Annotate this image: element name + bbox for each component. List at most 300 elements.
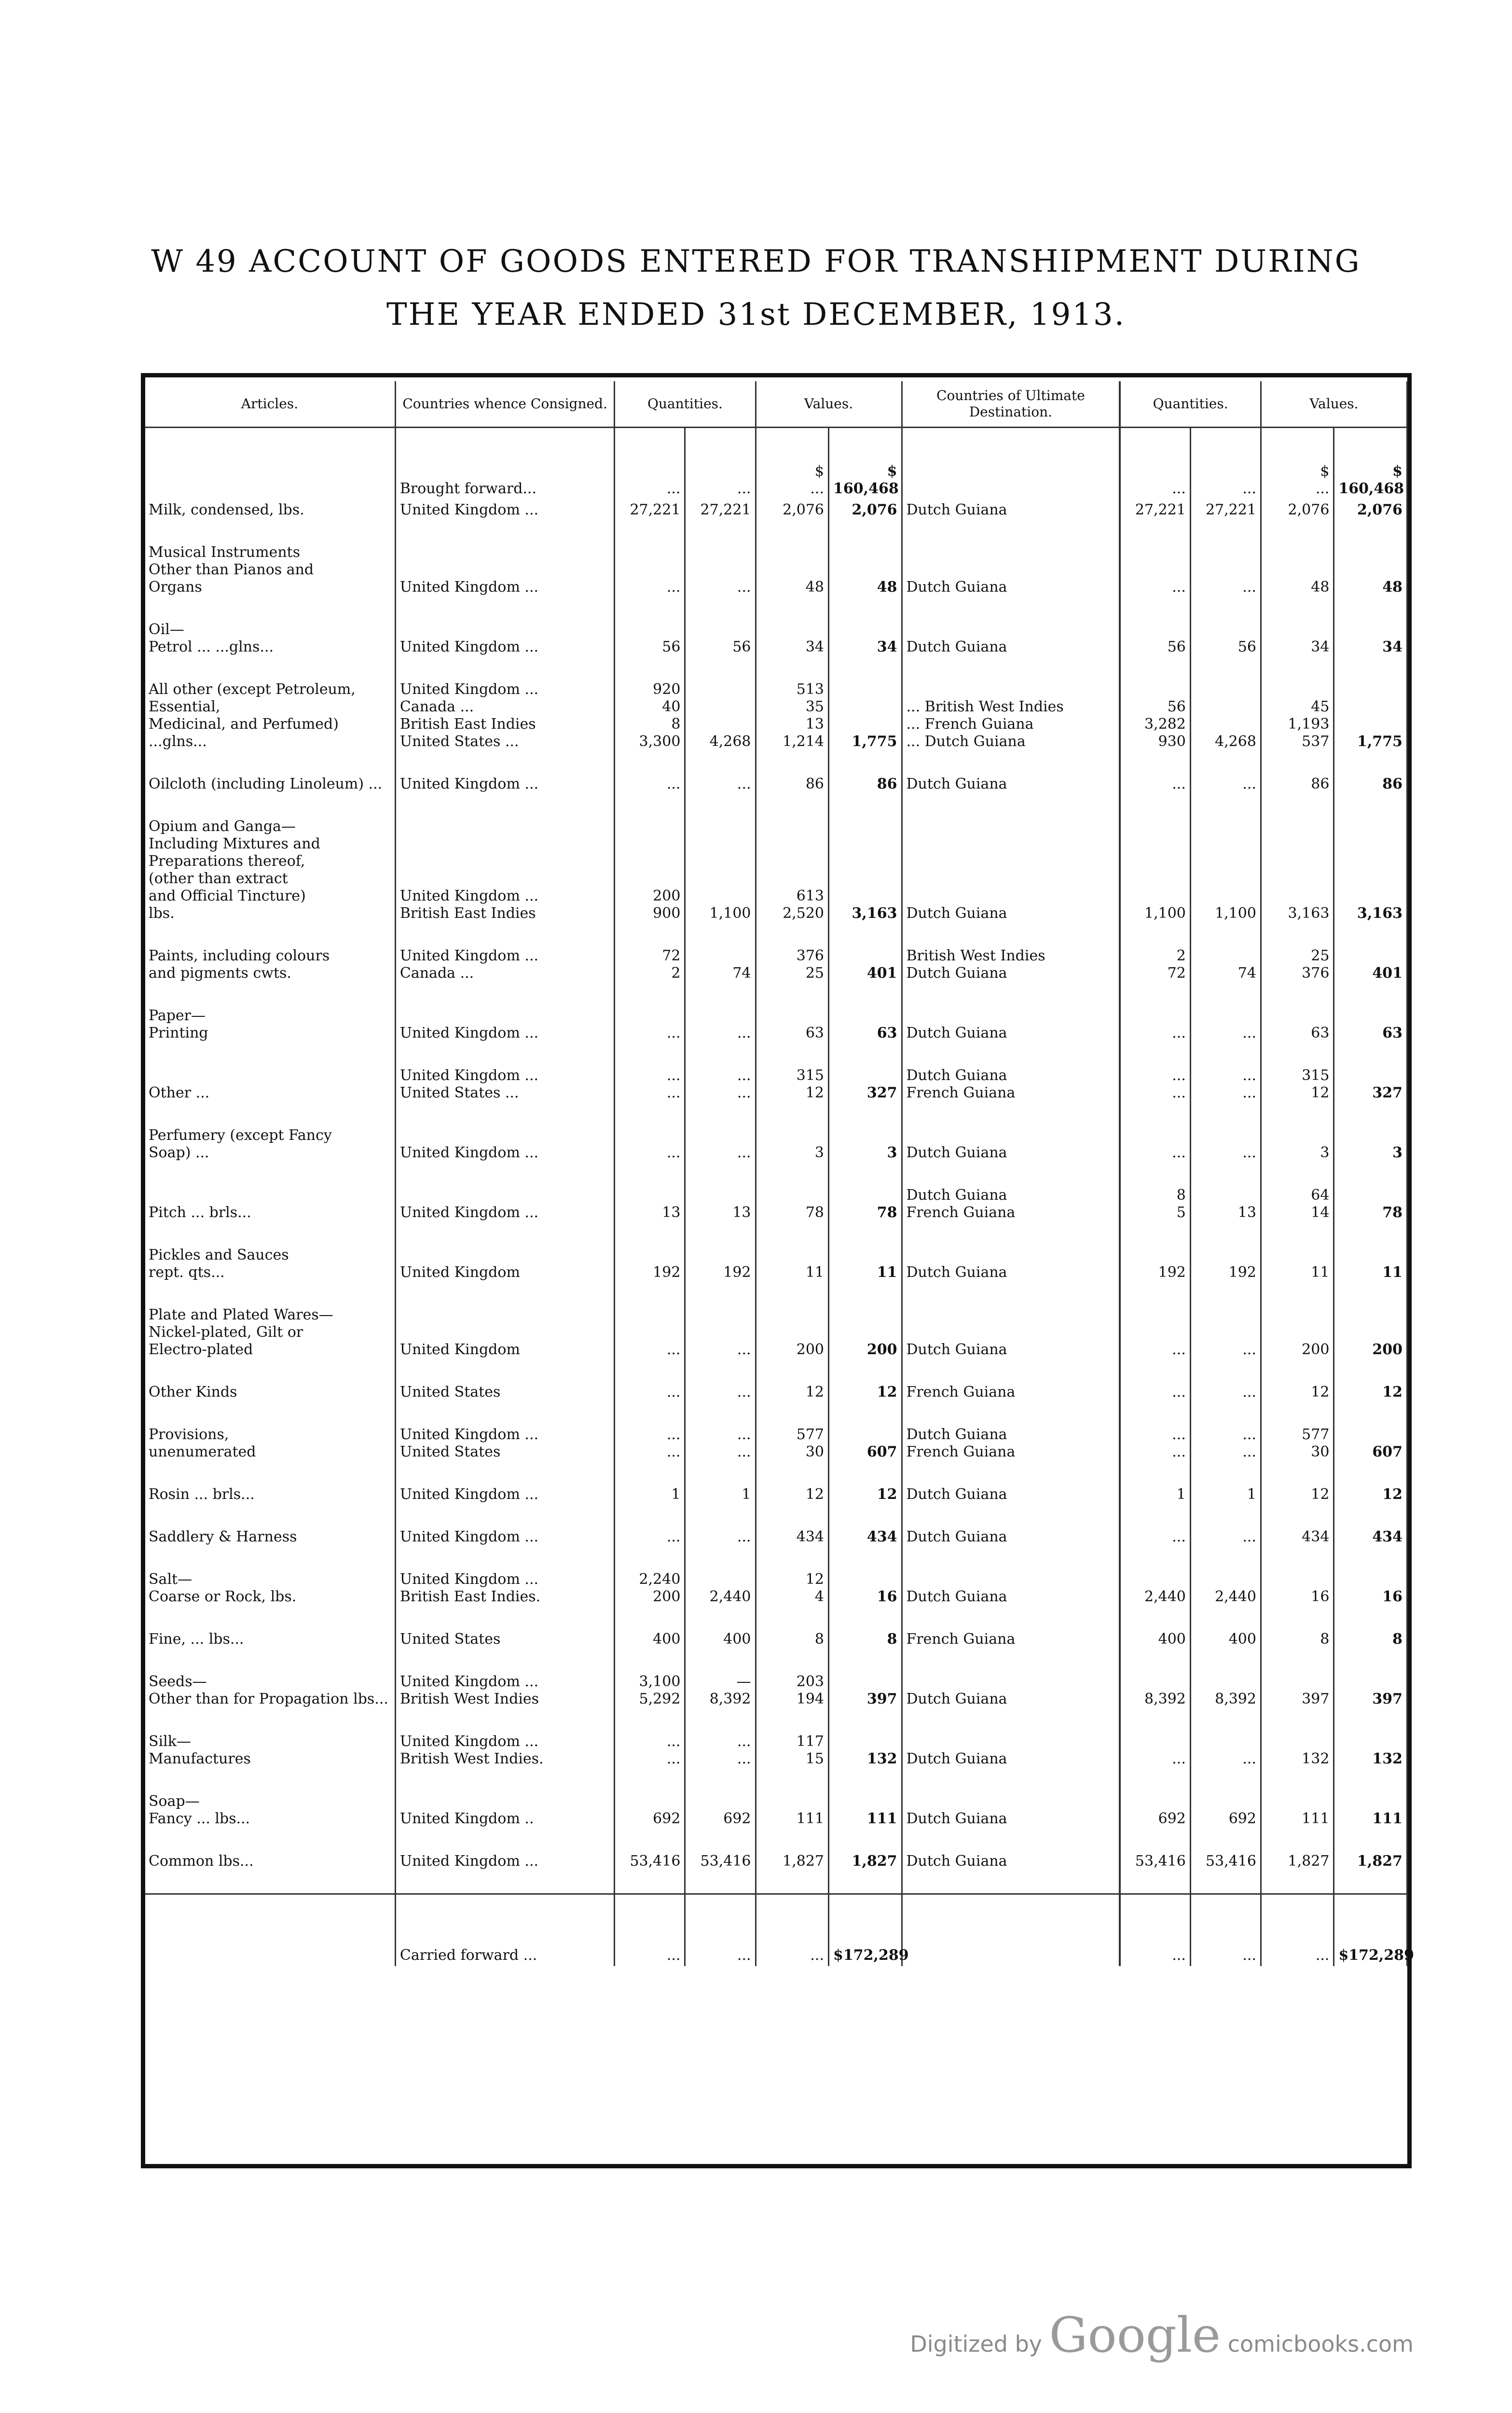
- spacer-cell: [1120, 658, 1190, 679]
- spacer-cell: [1261, 1463, 1333, 1484]
- cell-country: United Kingdom ... United States ...: [395, 1065, 614, 1104]
- cell-q2: ...: [685, 428, 756, 500]
- cell-dv1: 397: [1261, 1671, 1333, 1710]
- cell-dest: Dutch Guiana: [902, 499, 1120, 521]
- cell-dv2: $172,289: [1334, 1894, 1407, 1967]
- spacer-cell: [1120, 1872, 1190, 1894]
- cell-dq2: 2,440: [1190, 1569, 1261, 1608]
- spacer-cell: [395, 1463, 614, 1484]
- cell-q1: 27,221: [615, 499, 685, 521]
- cell-q2: ...: [685, 1125, 756, 1164]
- row-spacer: [145, 1548, 1407, 1569]
- spacer-cell: [829, 521, 902, 542]
- cell-q2: 2,440: [685, 1569, 756, 1608]
- spacer-cell: [829, 984, 902, 1005]
- spacer-cell: [615, 1872, 685, 1894]
- spacer-cell: [829, 1223, 902, 1245]
- cell-dq2: ...: [1190, 1731, 1261, 1770]
- spacer-cell: [1334, 984, 1407, 1005]
- cell-dq1: 27,221: [1120, 499, 1190, 521]
- spacer-cell: [395, 1104, 614, 1125]
- spacer-cell: [395, 1505, 614, 1526]
- cell-article: Salt— Coarse or Rock, lbs.: [145, 1569, 395, 1608]
- spacer-cell: [1261, 924, 1333, 945]
- cell-dq1: 1: [1120, 1484, 1190, 1505]
- cell-dq1: ...: [1120, 1731, 1190, 1770]
- cell-v1: 434: [756, 1526, 828, 1548]
- spacer-cell: [615, 1044, 685, 1065]
- spacer-cell: [395, 752, 614, 774]
- spacer-cell: [902, 1650, 1120, 1671]
- spacer-cell: [829, 1830, 902, 1851]
- cell-country: United Kingdom ...: [395, 499, 614, 521]
- cell-dv2: 401: [1334, 945, 1407, 984]
- spacer-cell: [756, 1283, 828, 1304]
- spacer-cell: [1334, 521, 1407, 542]
- spacer-cell: [1120, 1505, 1190, 1526]
- spacer-cell: [829, 1770, 902, 1791]
- spacer-cell: [615, 1403, 685, 1424]
- spacer-cell: [1120, 1283, 1190, 1304]
- table-row: [145, 945, 1407, 984]
- table-row: [145, 1382, 1407, 1403]
- spacer-cell: [685, 1223, 756, 1245]
- row-spacer: [145, 1360, 1407, 1382]
- header-values: Values.: [756, 381, 902, 428]
- cell-v1: 11: [756, 1245, 828, 1283]
- spacer-cell: [615, 658, 685, 679]
- cell-article: Provisions, unenumerated: [145, 1424, 395, 1463]
- cell-dq1: ...: [1120, 1382, 1190, 1403]
- spacer-cell: [1261, 1044, 1333, 1065]
- spacer-cell: [1190, 1608, 1261, 1629]
- cell-v1: $ ...: [756, 428, 828, 500]
- spacer-cell: [1190, 795, 1261, 816]
- spacer-cell: [756, 1104, 828, 1125]
- spacer-cell: [829, 1548, 902, 1569]
- spacer-cell: [902, 752, 1120, 774]
- cell-v1: 613 2,520: [756, 816, 828, 924]
- cell-dq2: ...: [1190, 1894, 1261, 1967]
- spacer-cell: [685, 984, 756, 1005]
- spacer-cell: [685, 1104, 756, 1125]
- row-spacer: [145, 1463, 1407, 1484]
- spacer-cell: [1334, 1770, 1407, 1791]
- spacer-cell: [395, 1608, 614, 1629]
- spacer-cell: [1190, 1830, 1261, 1851]
- cell-q1: ...: [615, 1005, 685, 1044]
- cell-dest: Dutch Guiana French Guiana: [902, 1065, 1120, 1104]
- table-row: [145, 1851, 1407, 1872]
- spacer-cell: [145, 1548, 395, 1569]
- header-quantities: Quantities.: [615, 381, 756, 428]
- spacer-cell: [829, 1403, 902, 1424]
- cell-dq1: ...: [1120, 542, 1190, 598]
- cell-dest: [902, 428, 1120, 500]
- cell-q1: 192: [615, 1245, 685, 1283]
- spacer-cell: [1261, 1608, 1333, 1629]
- cell-dv2: 16: [1334, 1569, 1407, 1608]
- spacer-cell: [1334, 1403, 1407, 1424]
- spacer-cell: [615, 1770, 685, 1791]
- cell-dv2: 3,163: [1334, 816, 1407, 924]
- row-spacer: [145, 1770, 1407, 1791]
- cell-v1: 12: [756, 1484, 828, 1505]
- cell-article: [145, 1894, 395, 1967]
- cell-dq1: 192: [1120, 1245, 1190, 1283]
- cell-q2: ...: [685, 1005, 756, 1044]
- cell-v2: 8: [829, 1629, 902, 1650]
- cell-country: United Kingdom ... United States: [395, 1424, 614, 1463]
- cell-q1: ...: [615, 1894, 685, 1967]
- spacer-cell: [685, 1403, 756, 1424]
- spacer-cell: [145, 1770, 395, 1791]
- spacer-cell: [1261, 1872, 1333, 1894]
- spacer-cell: [829, 1104, 902, 1125]
- cell-dq1: 1,100: [1120, 816, 1190, 924]
- spacer-cell: [756, 1223, 828, 1245]
- table-row: [145, 1731, 1407, 1770]
- cell-dest: Dutch Guiana: [902, 816, 1120, 924]
- cell-q2: ... ...: [685, 1424, 756, 1463]
- spacer-cell: [1334, 1608, 1407, 1629]
- spacer-cell: [829, 1164, 902, 1185]
- spacer-cell: [1190, 658, 1261, 679]
- cell-v2: 34: [829, 619, 902, 658]
- spacer-cell: [1190, 1463, 1261, 1484]
- cell-v2: $172,289: [829, 1894, 902, 1967]
- cell-v2: 397: [829, 1671, 902, 1710]
- cell-dest: Dutch Guiana: [902, 1245, 1120, 1283]
- cell-country: United Kingdom ..: [395, 1791, 614, 1830]
- spacer-cell: [902, 1403, 1120, 1424]
- cell-q2: ...: [685, 1526, 756, 1548]
- spacer-cell: [756, 1548, 828, 1569]
- spacer-cell: [685, 1044, 756, 1065]
- row-spacer: [145, 1608, 1407, 1629]
- cell-v2: $ 160,468: [829, 428, 902, 500]
- spacer-cell: [1120, 924, 1190, 945]
- cell-dv2: 1,827: [1334, 1851, 1407, 1872]
- table-row: [145, 542, 1407, 598]
- cell-country: United Kingdom ...: [395, 1005, 614, 1044]
- cell-dq1: ...: [1120, 774, 1190, 795]
- spacer-cell: [902, 1283, 1120, 1304]
- spacer-cell: [395, 1830, 614, 1851]
- spacer-cell: [1334, 1360, 1407, 1382]
- cell-dv1: 434: [1261, 1526, 1333, 1548]
- spacer-cell: [1334, 1164, 1407, 1185]
- spacer-cell: [685, 1608, 756, 1629]
- spacer-cell: [902, 924, 1120, 945]
- cell-v1: ...: [756, 1894, 828, 1967]
- cell-v1: 111: [756, 1791, 828, 1830]
- cell-q2: ...: [685, 542, 756, 598]
- spacer-cell: [902, 1044, 1120, 1065]
- cell-q1: ... ...: [615, 1424, 685, 1463]
- spacer-cell: [145, 1872, 395, 1894]
- spacer-cell: [829, 1360, 902, 1382]
- row-spacer: [145, 598, 1407, 619]
- cell-v2: 434: [829, 1526, 902, 1548]
- cell-q1: ...: [615, 774, 685, 795]
- spacer-cell: [615, 1505, 685, 1526]
- spacer-cell: [1261, 1770, 1333, 1791]
- cell-dest: Dutch Guiana: [902, 619, 1120, 658]
- cell-dest: British West Indies Dutch Guiana: [902, 945, 1120, 984]
- cell-v1: 34: [756, 619, 828, 658]
- cell-q2: ... ...: [685, 1065, 756, 1104]
- cell-article: Pitch ... brls...: [145, 1185, 395, 1223]
- cell-dq2: 56: [1190, 619, 1261, 658]
- spacer-cell: [145, 1710, 395, 1731]
- cell-v2: 327: [829, 1065, 902, 1104]
- cell-dest: Dutch Guiana: [902, 1671, 1120, 1710]
- cell-dv1: 34: [1261, 619, 1333, 658]
- spacer-cell: [1334, 1505, 1407, 1526]
- cell-v1: 63: [756, 1005, 828, 1044]
- spacer-cell: [1190, 752, 1261, 774]
- spacer-cell: [1190, 1770, 1261, 1791]
- cell-q1: ...: [615, 1382, 685, 1403]
- spacer-cell: [829, 1505, 902, 1526]
- spacer-cell: [395, 1548, 614, 1569]
- cell-dq2: 27,221: [1190, 499, 1261, 521]
- spacer-cell: [902, 1770, 1120, 1791]
- table-row: [145, 1245, 1407, 1283]
- spacer-cell: [902, 1872, 1120, 1894]
- cell-dq1: 400: [1120, 1629, 1190, 1650]
- cell-v2: 63: [829, 1005, 902, 1044]
- spacer-cell: [685, 1463, 756, 1484]
- cell-dq1: ... ...: [1120, 1424, 1190, 1463]
- spacer-cell: [145, 1650, 395, 1671]
- table-row: [145, 1065, 1407, 1104]
- spacer-cell: [395, 598, 614, 619]
- cell-v1: 315 12: [756, 1065, 828, 1104]
- cell-v2: 111: [829, 1791, 902, 1830]
- header-articles: Articles.: [145, 381, 395, 428]
- row-spacer: [145, 1505, 1407, 1526]
- spacer-cell: [1190, 1872, 1261, 1894]
- spacer-cell: [615, 1608, 685, 1629]
- spacer-cell: [685, 1283, 756, 1304]
- cell-dq1: ...: [1120, 1894, 1190, 1967]
- spacer-cell: [829, 1710, 902, 1731]
- spacer-cell: [902, 795, 1120, 816]
- cell-country: Brought forward...: [395, 428, 614, 500]
- cell-dest: Dutch Guiana: [902, 1791, 1120, 1830]
- spacer-cell: [1120, 1608, 1190, 1629]
- cell-v2: 401: [829, 945, 902, 984]
- cell-dq1: 56: [1120, 619, 1190, 658]
- spacer-cell: [902, 1164, 1120, 1185]
- row-spacer: [145, 1872, 1407, 1894]
- cell-dq2: ...: [1190, 1125, 1261, 1164]
- spacer-cell: [756, 1872, 828, 1894]
- spacer-cell: [756, 752, 828, 774]
- spacer-cell: [1120, 598, 1190, 619]
- spacer-cell: [1190, 1104, 1261, 1125]
- spacer-cell: [902, 1223, 1120, 1245]
- cell-dq2: ...: [1190, 1005, 1261, 1044]
- spacer-cell: [1261, 1360, 1333, 1382]
- cell-v2: 3: [829, 1125, 902, 1164]
- cell-dv2: 397: [1334, 1671, 1407, 1710]
- spacer-cell: [615, 1104, 685, 1125]
- cell-dv1: 3: [1261, 1125, 1333, 1164]
- cell-country: United Kingdom ... British East Indies: [395, 816, 614, 924]
- spacer-cell: [615, 1710, 685, 1731]
- spacer-cell: [756, 924, 828, 945]
- spacer-cell: [1120, 1360, 1190, 1382]
- spacer-cell: [1334, 1463, 1407, 1484]
- spacer-cell: [1334, 795, 1407, 816]
- cell-dq2: ...: [1190, 1526, 1261, 1548]
- cell-dv2: 132: [1334, 1731, 1407, 1770]
- spacer-cell: [615, 521, 685, 542]
- row-spacer: [145, 924, 1407, 945]
- cell-dq2: ...: [1190, 1382, 1261, 1403]
- spacer-cell: [829, 795, 902, 816]
- spacer-cell: [395, 1872, 614, 1894]
- spacer-cell: [1120, 1650, 1190, 1671]
- spacer-cell: [1190, 598, 1261, 619]
- spacer-cell: [756, 1608, 828, 1629]
- cell-dest: [902, 1894, 1120, 1967]
- spacer-cell: [1261, 1223, 1333, 1245]
- cell-dq1: ...: [1120, 1304, 1190, 1360]
- spacer-cell: [756, 984, 828, 1005]
- cell-dest: ... British West Indies ... French Guiana ... Dutch Guiana: [902, 679, 1120, 752]
- cell-dq2: ... ...: [1190, 1424, 1261, 1463]
- spacer-cell: [395, 1710, 614, 1731]
- spacer-cell: [1334, 1872, 1407, 1894]
- cell-article: Paints, including colours and pigments cwts.: [145, 945, 395, 984]
- spacer-cell: [1334, 1548, 1407, 1569]
- cell-country: United Kingdom ...: [395, 774, 614, 795]
- cell-q2: 1: [685, 1484, 756, 1505]
- table-row: [145, 1304, 1407, 1360]
- spacer-cell: [829, 752, 902, 774]
- spacer-cell: [1190, 1403, 1261, 1424]
- cell-dq1: ...: [1120, 1005, 1190, 1044]
- table-row: [145, 1125, 1407, 1164]
- cell-dq2: 1: [1190, 1484, 1261, 1505]
- spacer-cell: [756, 658, 828, 679]
- cell-v2: 12: [829, 1382, 902, 1403]
- cell-dv1: 111: [1261, 1791, 1333, 1830]
- cell-q1: 920 40 8 3,300: [615, 679, 685, 752]
- cell-dv1: $ ...: [1261, 428, 1333, 500]
- cell-article: Silk— Manufactures: [145, 1731, 395, 1770]
- cell-v1: 12: [756, 1382, 828, 1403]
- cell-dv1: 315 12: [1261, 1065, 1333, 1104]
- cell-dest: French Guiana: [902, 1629, 1120, 1650]
- spacer-cell: [1120, 1164, 1190, 1185]
- cell-article: Milk, condensed, lbs.: [145, 499, 395, 521]
- spacer-cell: [756, 795, 828, 816]
- spacer-cell: [145, 1283, 395, 1304]
- row-spacer: [145, 1830, 1407, 1851]
- spacer-cell: [395, 795, 614, 816]
- cell-country: United Kingdom ...: [395, 1484, 614, 1505]
- cell-q1: 400: [615, 1629, 685, 1650]
- cell-dq1: ...: [1120, 1526, 1190, 1548]
- table-row: [145, 1005, 1407, 1044]
- table-row: [145, 1671, 1407, 1710]
- spacer-cell: [1261, 1403, 1333, 1424]
- cell-dest: Dutch Guiana: [902, 1526, 1120, 1548]
- table-row: [145, 619, 1407, 658]
- document-title-line-1: W 49 ACCOUNT OF GOODS ENTERED FOR TRANSHIPMENT DURING: [151, 244, 1361, 279]
- spacer-cell: [395, 1650, 614, 1671]
- row-spacer: [145, 1403, 1407, 1424]
- spacer-cell: [615, 1223, 685, 1245]
- cell-dest: Dutch Guiana French Guiana: [902, 1424, 1120, 1463]
- row-spacer: [145, 795, 1407, 816]
- row-spacer: [145, 1283, 1407, 1304]
- spacer-cell: [685, 1164, 756, 1185]
- cell-dq2: 53,416: [1190, 1851, 1261, 1872]
- cell-q2: 4,268: [685, 679, 756, 752]
- cell-dv2: 3: [1334, 1125, 1407, 1164]
- spacer-cell: [902, 1360, 1120, 1382]
- spacer-cell: [902, 658, 1120, 679]
- spacer-cell: [615, 598, 685, 619]
- cell-dq2: 13: [1190, 1185, 1261, 1223]
- row-spacer: [145, 1650, 1407, 1671]
- spacer-cell: [685, 924, 756, 945]
- cell-dq2: ...: [1190, 1304, 1261, 1360]
- spacer-cell: [685, 598, 756, 619]
- row-spacer: [145, 1164, 1407, 1185]
- spacer-cell: [902, 984, 1120, 1005]
- spacer-cell: [395, 1770, 614, 1791]
- spacer-cell: [1334, 1650, 1407, 1671]
- row-spacer: [145, 658, 1407, 679]
- cell-dest: Dutch Guiana: [902, 1851, 1120, 1872]
- spacer-cell: [145, 1830, 395, 1851]
- cell-v2: 86: [829, 774, 902, 795]
- cell-q1: 200 900: [615, 816, 685, 924]
- spacer-cell: [685, 521, 756, 542]
- spacer-cell: [829, 1044, 902, 1065]
- cell-q1: 692: [615, 1791, 685, 1830]
- cell-v2: 78: [829, 1185, 902, 1223]
- cell-country: United Kingdom ... British East Indies.: [395, 1569, 614, 1608]
- table-row: [145, 1569, 1407, 1608]
- spacer-cell: [615, 1164, 685, 1185]
- spacer-cell: [685, 1360, 756, 1382]
- cell-q2: ...: [685, 774, 756, 795]
- spacer-cell: [145, 924, 395, 945]
- cell-country: United Kingdom ... British West Indies: [395, 1671, 614, 1710]
- spacer-cell: [902, 1505, 1120, 1526]
- spacer-cell: [395, 1164, 614, 1185]
- spacer-cell: [1261, 598, 1333, 619]
- cell-dq1: ... ...: [1120, 1065, 1190, 1104]
- cell-dq1: 2,440: [1120, 1569, 1190, 1608]
- spacer-cell: [1190, 1223, 1261, 1245]
- cell-v1: 1,827: [756, 1851, 828, 1872]
- cell-country: United Kingdom ... Canada ...: [395, 945, 614, 984]
- cell-q1: ... ...: [615, 1065, 685, 1104]
- cell-dv2: 200: [1334, 1304, 1407, 1360]
- spacer-cell: [145, 1608, 395, 1629]
- spacer-cell: [756, 1710, 828, 1731]
- cell-dv2: 86: [1334, 774, 1407, 795]
